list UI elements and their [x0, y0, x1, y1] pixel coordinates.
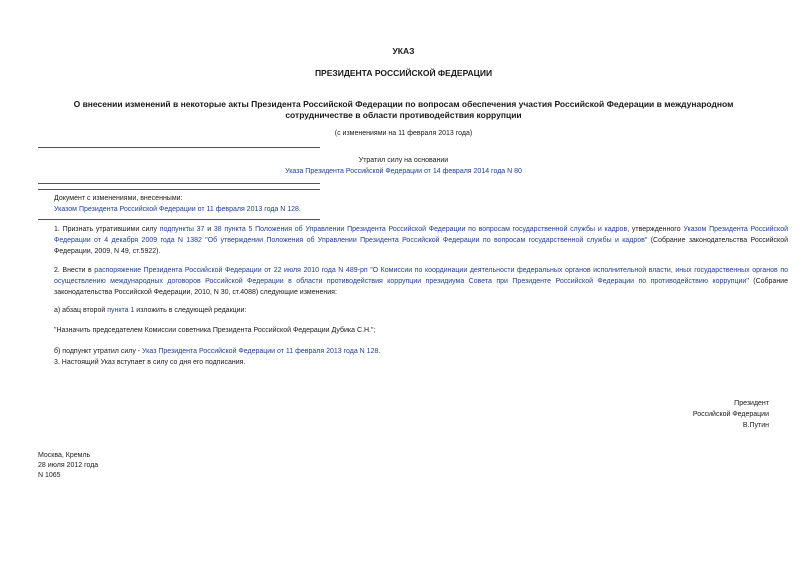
subject-line-2: сотрудничестве в области противодействия коррупции — [285, 110, 522, 120]
item-a-text: изложить в следующей редакции: — [134, 307, 247, 314]
p1-link-subitem-37[interactable]: подпункты 37 — [159, 226, 205, 233]
quoted-text: "Назначить председателем Комиссии советника Президента Российской Федерации Дубика С.Н."; — [54, 327, 376, 334]
issuer-title: ПРЕЗИДЕНТА РОССИЙСКОЙ ФЕДЕРАЦИИ — [314, 68, 493, 78]
p1-text: и — [204, 226, 214, 233]
signature-name: В.Путин — [742, 422, 769, 429]
item-b — [54, 348, 380, 355]
date: 28 июля 2012 года — [38, 462, 99, 469]
p1-link-decree-1382[interactable]: Указом Президента Российской Федерации от 4 декабря 2009 года N 1382 "Об утверждении Положения об Управлении Президента Российской Федерации по вопросам государственной службы и кадров" — [54, 226, 789, 245]
signature-org: Российской Федерации — [692, 411, 769, 418]
changes-link[interactable]: Указом Президента Российской Федерации от 11 февраля 2013 года N 128. — [54, 206, 301, 213]
divider — [38, 189, 320, 190]
p2-text: 2. Внести в — [54, 267, 95, 274]
item-a-text: а) абзац второй — [54, 307, 108, 314]
item-b-link[interactable]: Указ Президента Российской Федерации от 11 февраля 2013 года N 128 — [142, 348, 379, 355]
p1-text: (Собрание законодательства Российской Федерации, 2009, N 49, ст.5922). — [54, 237, 788, 256]
item-a-link[interactable]: пункта 1 — [107, 307, 135, 314]
p2-link-order-489[interactable]: распоряжение Президента Российской Федерации от 22 июля 2010 года N 489-рп "О Комиссии по координации деятельности федеральных органов исполнительной власти, иных государственных органов по осуществлению международных договоров Российской Федерации в области противодействия коррупции президиума Совета при Президенте Российской Федерации по противодействию коррупции" — [54, 267, 788, 286]
changes-label: Документ с изменениями, внесенными: — [54, 195, 183, 202]
item-a — [54, 307, 246, 314]
divider — [38, 147, 320, 148]
lost-force-link[interactable]: Указа Президента Российской Федерации от 14 февраля 2014 года N 80 — [285, 168, 522, 175]
p1-link-subitem-38[interactable]: 38 пункта 5 Положения об Управлении Президента Российской Федерации по вопросам государственной службы и кадров — [213, 226, 628, 233]
item-b-text: . — [378, 348, 381, 355]
revision-note: (с изменениями на 11 февраля 2013 года) — [334, 130, 473, 137]
paragraph-1 — [38, 224, 788, 258]
decree-number: N 1065 — [38, 472, 61, 479]
lost-force-text: Утратил силу на основании — [358, 157, 449, 164]
subject-line-1: О внесении изменений в некоторые акты Президента Российской Федерации по вопросам обеспечения участия Российской Федерации в международном — [73, 99, 734, 109]
divider — [38, 219, 320, 220]
p1-text: , утвержденного — [627, 226, 684, 233]
signature-title: Президент — [734, 400, 769, 407]
p1-text: 1. Признать утратившими силу — [54, 226, 160, 233]
item-b-text: б) подпункт утратил силу - — [54, 348, 143, 355]
item-3: 3. Настоящий Указ вступает в силу со дня его подписания. — [54, 359, 246, 366]
p2-text: (Собрание законодательства Российской Федерации, 2010, N 30, ст.4088) следующие изменения: — [54, 278, 788, 297]
document-type: УКАЗ — [392, 46, 415, 56]
divider — [38, 183, 320, 184]
place: Москва, Кремль — [38, 452, 91, 459]
paragraph-2 — [38, 265, 788, 299]
